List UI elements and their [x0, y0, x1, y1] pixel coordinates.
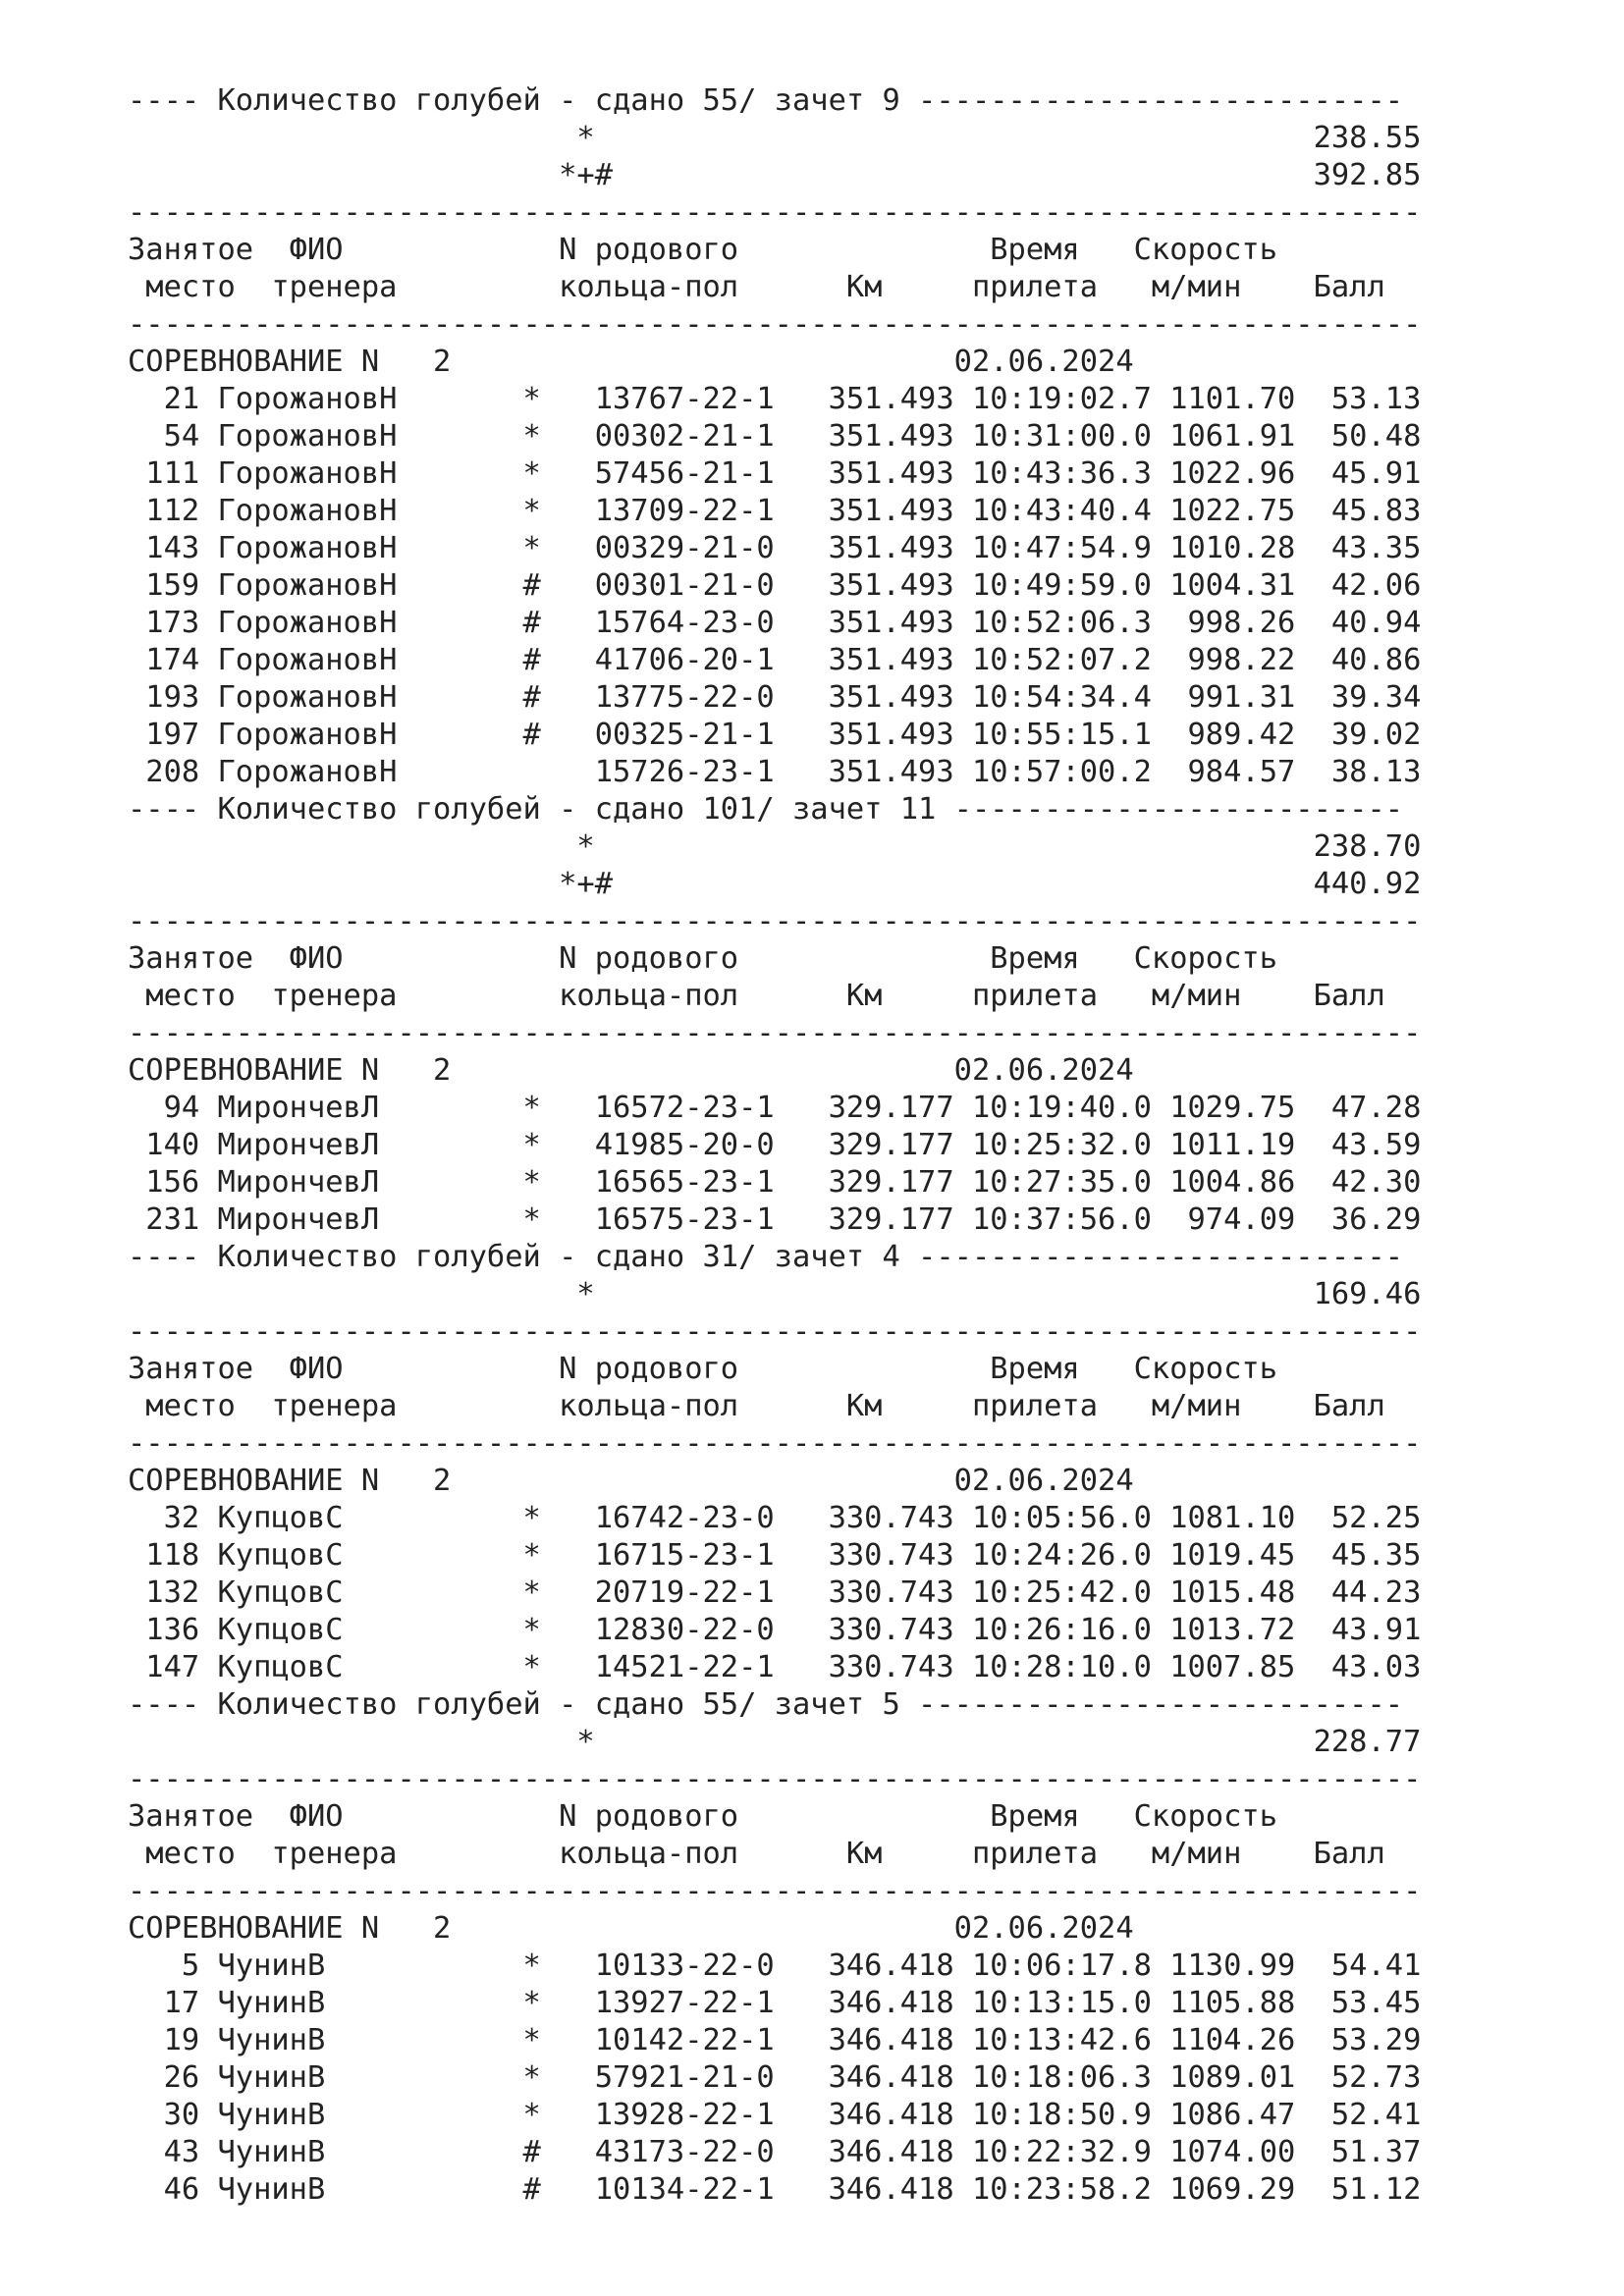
summary-line: ---- Количество голубей - сдано 55/ зачет 5 ---------------------------: [128, 1687, 1404, 1722]
total-line: *+# 440.92: [128, 867, 1422, 901]
table-header-line: место тренера кольца-пол Км прилета м/мин Балл: [128, 979, 1385, 1013]
competition-line: СОРЕВНОВАНИЕ N 2 02.06.2024: [128, 1911, 1134, 1946]
result-row: 26 ЧунинВ * 57921-21-0 346.418 10:18:06.3 1089.01 52.73: [128, 2060, 1422, 2095]
table-header-line: Занятое ФИО N родового Время Скорость: [128, 1352, 1277, 1386]
table-header-line: место тренера кольца-пол Км прилета м/мин Балл: [128, 1837, 1385, 1871]
result-row: 43 ЧунинВ # 43173-22-0 346.418 10:22:32.9 1074.00 51.37: [128, 2135, 1422, 2169]
separator-line: ------------------------------------------------------------------------: [128, 1874, 1422, 1908]
result-row: 174 ГорожановН # 41706-20-1 351.493 10:52:07.2 998.22 40.86: [128, 643, 1422, 677]
summary-line: ---- Количество голубей - сдано 31/ зачет 4 ---------------------------: [128, 1240, 1404, 1274]
competition-line: СОРЕВНОВАНИЕ N 2 02.06.2024: [128, 1053, 1134, 1088]
total-line: * 238.70: [128, 829, 1422, 864]
result-row: 21 ГорожановН * 13767-22-1 351.493 10:19:02.7 1101.70 53.13: [128, 382, 1422, 416]
result-row: 147 КупцовС * 14521-22-1 330.743 10:28:10.0 1007.85 43.03: [128, 1650, 1422, 1684]
result-row: 30 ЧунинВ * 13928-22-1 346.418 10:18:50.9 1086.47 52.41: [128, 2098, 1422, 2132]
total-line: * 169.46: [128, 1277, 1422, 1311]
result-row: 136 КупцовС * 12830-22-0 330.743 10:26:16.0 1013.72 43.91: [128, 1613, 1422, 1647]
result-row: 159 ГорожановН # 00301-21-0 351.493 10:49:59.0 1004.31 42.06: [128, 568, 1422, 603]
result-row: 32 КупцовС * 16742-23-0 330.743 10:05:56.0 1081.10 52.25: [128, 1501, 1422, 1535]
separator-line: ------------------------------------------------------------------------: [128, 307, 1422, 342]
result-row: 19 ЧунинВ * 10142-22-1 346.418 10:13:42.6 1104.26 53.29: [128, 2023, 1422, 2057]
result-row: 5 ЧунинВ * 10133-22-0 346.418 10:06:17.8 1130.99 54.41: [128, 1949, 1422, 1983]
results-document: [128, 82, 1561, 2209]
result-row: 17 ЧунинВ * 13927-22-1 346.418 10:13:15.0 1105.88 53.45: [128, 1986, 1422, 2020]
separator-line: ------------------------------------------------------------------------: [128, 1314, 1422, 1349]
result-row: 193 ГорожановН # 13775-22-0 351.493 10:54:34.4 991.31 39.34: [128, 680, 1422, 715]
result-row: 132 КупцовС * 20719-22-1 330.743 10:25:42.0 1015.48 44.23: [128, 1575, 1422, 1610]
result-row: 54 ГорожановН * 00302-21-1 351.493 10:31:00.0 1061.91 50.48: [128, 419, 1422, 454]
separator-line: ------------------------------------------------------------------------: [128, 1762, 1422, 1796]
summary-line: ---- Количество голубей - сдано 55/ зачет 9 ---------------------------: [128, 83, 1404, 118]
total-line: * 228.77: [128, 1725, 1422, 1759]
result-row: 111 ГорожановН * 57456-21-1 351.493 10:43:36.3 1022.96 45.91: [128, 456, 1422, 491]
result-row: 231 МирончевЛ * 16575-23-1 329.177 10:37:56.0 974.09 36.29: [128, 1202, 1422, 1237]
table-header-line: место тренера кольца-пол Км прилета м/мин Балл: [128, 270, 1385, 304]
result-row: 118 КупцовС * 16715-23-1 330.743 10:24:26.0 1019.45 45.35: [128, 1538, 1422, 1573]
result-row: 94 МирончевЛ * 16572-23-1 329.177 10:19:40.0 1029.75 47.28: [128, 1091, 1422, 1125]
separator-line: ------------------------------------------------------------------------: [128, 195, 1422, 230]
table-header-line: Занятое ФИО N родового Время Скорость: [128, 941, 1277, 976]
result-row: 112 ГорожановН * 13709-22-1 351.493 10:43:40.4 1022.75 45.83: [128, 494, 1422, 528]
summary-line: ---- Количество голубей - сдано 101/ зачет 11 -------------------------: [128, 792, 1404, 827]
table-header-line: Занятое ФИО N родового Время Скорость: [128, 1799, 1277, 1834]
separator-line: ------------------------------------------------------------------------: [128, 1016, 1422, 1050]
result-row: 140 МирончевЛ * 41985-20-0 329.177 10:25:32.0 1011.19 43.59: [128, 1128, 1422, 1162]
result-row: 46 ЧунинВ # 10134-22-1 346.418 10:23:58.2 1069.29 51.12: [128, 2172, 1422, 2207]
result-row: 143 ГорожановН * 00329-21-0 351.493 10:47:54.9 1010.28 43.35: [128, 531, 1422, 565]
separator-line: ------------------------------------------------------------------------: [128, 904, 1422, 938]
result-row: 208 ГорожановН 15726-23-1 351.493 10:57:00.2 984.57 38.13: [128, 755, 1422, 789]
result-row: 156 МирончевЛ * 16565-23-1 329.177 10:27:35.0 1004.86 42.30: [128, 1165, 1422, 1200]
table-header-line: место тренера кольца-пол Км прилета м/мин Балл: [128, 1389, 1385, 1423]
table-header-line: Занятое ФИО N родового Время Скорость: [128, 233, 1277, 267]
result-row: 197 ГорожановН # 00325-21-1 351.493 10:55:15.1 989.42 39.02: [128, 718, 1422, 752]
total-line: *+# 392.85: [128, 158, 1422, 192]
total-line: * 238.55: [128, 121, 1422, 155]
result-row: 173 ГорожановН # 15764-23-0 351.493 10:52:06.3 998.26 40.94: [128, 606, 1422, 640]
separator-line: ------------------------------------------------------------------------: [128, 1426, 1422, 1461]
competition-line: СОРЕВНОВАНИЕ N 2 02.06.2024: [128, 1464, 1134, 1498]
competition-line: СОРЕВНОВАНИЕ N 2 02.06.2024: [128, 345, 1134, 379]
